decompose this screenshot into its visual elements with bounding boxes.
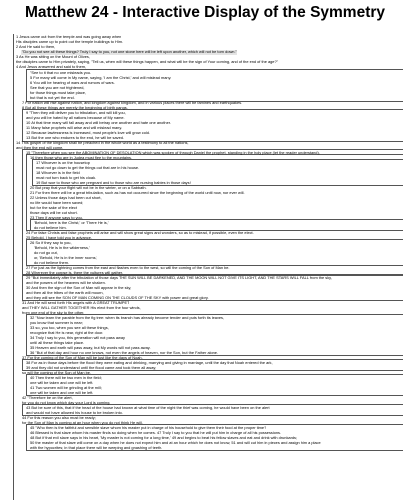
verse-line[interactable]: do not go out, <box>34 251 58 255</box>
verse-line[interactable]: 19 But woe to those who are pregnant and to those who are nursing babies in those days! <box>36 181 191 185</box>
verse-line[interactable]: 1 Jesus came out from the temple and was going away when <box>16 35 122 39</box>
verse-line[interactable]: 'Behold, He is in the wilderness,' <box>34 246 90 250</box>
verse-line[interactable]: 38 For as in those days before the flood they were eating and drinking, marrying and giving in marriage, until the day that Noah entered the ark, <box>26 361 273 365</box>
verse-line[interactable]: but for the sake of the elect <box>30 206 77 210</box>
verse-line[interactable]: 40 Then there will be two men in the field; <box>30 376 102 380</box>
verse-line[interactable]: one will be taken and one will be left. <box>30 381 94 385</box>
verse-line[interactable]: 33 so, you too, when you see all these things, <box>30 326 109 330</box>
verse-line[interactable]: 9 "Then they will deliver you to tribulation, and will kill you, <box>26 111 126 115</box>
verse-line[interactable]: 5 For many will come in My name, saying, 'I am the Christ,' and will mislead many. <box>30 76 172 80</box>
verse-line[interactable]: and the powers of the heavens will be shaken. <box>26 281 106 285</box>
verse-line[interactable]: or, 'Behold, He is in the inner rooms,' <box>34 256 98 260</box>
verse-line[interactable]: 'Behold, here is the Christ,' or 'There He is,' <box>34 221 109 225</box>
verse-line[interactable]: 11 Many false prophets will arise and will mislead many. <box>26 126 123 130</box>
verse-line[interactable]: 13 But the one who endures to the end, he will be saved. <box>26 136 124 140</box>
verse-line[interactable]: 21 For then there will be a great tribulation, such as has not occurred since the beginning of the world until now, nor ever will. <box>30 191 245 195</box>
page-title: Matthew 24 - Interactive Display of the Symmetry <box>24 4 386 21</box>
verse-line[interactable]: 22 Unless those days had been cut short, <box>30 196 102 200</box>
verse-line[interactable]: 12 Because lawlessness is increased, most people's love will grow cold. <box>26 131 151 135</box>
verse-line[interactable]: and then the end will come. <box>16 146 64 150</box>
verse-line[interactable]: 3 As He was sitting on the Mount of Olives, <box>16 55 90 59</box>
verse-line[interactable]: 41 Two women will be grinding at the mill; <box>30 386 102 390</box>
section-box[interactable] <box>26 239 403 266</box>
verse-line[interactable]: 36 "But of that day and hour no one knows, not even the angels of heaven, nor the Son, but the Father alone. <box>30 351 219 355</box>
verse-line[interactable]: the disciples came to Him privately, saying, "Tell us, when will these things happen, and what will be the sign of Your coming, and of the end of the age?" <box>16 60 278 64</box>
verse-line[interactable]: one will be taken and one will be left. <box>30 391 94 395</box>
verse-line[interactable]: 18 Whoever is in the field <box>36 171 80 175</box>
verse-line[interactable]: with the hypocrites; in that place there will be weeping and gnashing of teeth. <box>30 446 163 450</box>
verse-line[interactable]: 25 Behold, I have told you in advance. <box>26 236 92 240</box>
verse-line[interactable]: 16 then those who are in Judea must flee to the mountains. <box>30 156 133 160</box>
verse-line[interactable]: and they will see the SON OF MAN COMING ON THE CLOUDS OF THE SKY with power and great glory. <box>26 296 209 300</box>
verse-line[interactable]: "Do you not see all these things? Truly I say to you, not one stone here will be left upon another, which will not be torn down." <box>22 50 237 54</box>
verse-line[interactable]: until all these things take place. <box>30 341 85 345</box>
verse-line[interactable]: 32 "Now learn the parable from the fig tree: when its branch has already become tender and puts forth its leaves, <box>30 316 225 320</box>
verse-line[interactable]: 34 Truly I say to you, this generation will not pass away <box>30 336 125 340</box>
verse-line[interactable]: from one end of the sky to the other. <box>22 311 85 315</box>
verse-line[interactable]: 4 And Jesus answered and said to them, <box>16 65 87 69</box>
verse-line[interactable]: 43 But be sure of this, that if the head of the house had known at what time of the night the thief was coming, he would have been on the alert <box>26 406 270 410</box>
verse-line[interactable]: 7 For nation will rise against nation, and kingdom against kingdom, and in various places there will be famines and earthquakes. <box>22 101 243 105</box>
verse-line[interactable]: 24 For false Christs and false prophets will arise and will show great signs and wonders, so as to mislead, if possible, even the elect. <box>26 231 254 235</box>
verse-line[interactable]: and THEY WILL GATHER TOGETHER His elect from the four winds, <box>22 306 141 310</box>
verse-line[interactable]: 17 Whoever is on the housetop <box>36 161 90 165</box>
verse-line[interactable]: must not turn back to get his cloak. <box>36 176 97 180</box>
verse-line[interactable]: so will the coming of the Son of Man be. <box>22 371 91 375</box>
verse-line[interactable]: 45 "Who then is the faithful and sensible slave whom his master put in charge of his household to give them their food at the proper time? <box>30 426 267 430</box>
verse-line[interactable]: no life would have been saved; <box>30 201 84 205</box>
verse-line[interactable]: 50 the master of that slave will come on a day when he does not expect him and at an hour which he does not know, 51 and will cut him in pieces and assign him a place <box>30 441 321 445</box>
verse-line[interactable]: 27 For just as the lightning comes from the east and flashes even to the west, so will the coming of the Son of Man be. <box>26 266 230 270</box>
verse-line[interactable]: recognize that He is near, right at the door. <box>30 331 104 335</box>
verse-line[interactable]: you know that summer is near; <box>30 321 83 325</box>
verse-line[interactable]: 6 You will be hearing of wars and rumors of wars. <box>30 81 115 85</box>
verse-line[interactable]: for those things must take place, <box>30 91 87 95</box>
verse-line[interactable]: 31 And He will send forth His angels with A GREAT TRUMPET <box>22 301 130 305</box>
verse-line[interactable]: 15 "Therefore when you see the ABOMINATION OF DESOLATION which was spoken of through Daniel the prophet, standing in the holy place (let the reader understand), <box>26 151 320 155</box>
verse-line[interactable]: 28 Wherever the corpse is, there the vultures will gather. <box>26 271 124 275</box>
verse-line[interactable]: 42 "Therefore be on the alert, <box>22 396 73 400</box>
verse-line[interactable]: but that is not yet the end. <box>30 96 75 100</box>
verse-line[interactable]: "See to it that no one misleads you. <box>30 71 92 75</box>
verse-line[interactable]: 46 Blessed is that slave whom his master finds so doing when he comes. 47 Truly I say to you that he will put him in charge of all his possessions. <box>30 431 282 435</box>
document-body <box>13 34 404 500</box>
verse-line[interactable]: 39 and they did not understand until the flood came and took them all away; <box>26 366 157 370</box>
verse-line[interactable]: must not go down to get the things out that are in his house. <box>36 166 140 170</box>
verse-line[interactable]: 20 But pray that your flight will not be in the winter, or on a Sabbath. <box>30 186 147 190</box>
verse-line[interactable]: 2 And He said to them, <box>16 45 56 49</box>
verse-line[interactable]: 48 But if that evil slave says in his heart, 'My master is not coming for a long time,' 49 and begins to beat his fellow slaves and eat and drink with drunkards; <box>30 436 298 440</box>
verse-line[interactable]: 8 But all these things are merely the beginning of birth pangs. <box>22 106 128 110</box>
verse-line[interactable]: 44 For this reason you also must be ready; <box>22 416 96 420</box>
verse-line[interactable]: do not believe him. <box>34 226 67 230</box>
verse-line[interactable]: 37 For the coming of the Son of Man will be just like the days of Noah. <box>22 356 143 360</box>
verse-line[interactable]: 14 This gospel of the kingdom shall be preached in the whole world as a testimony to all the nations, <box>16 141 189 145</box>
verse-line[interactable]: those days will be cut short. <box>30 211 78 215</box>
verse-line[interactable]: His disciples came up to point out the temple buildings to Him. <box>16 40 124 44</box>
verse-line[interactable]: 29 "But immediately after the tribulation of those days THE SUN WILL BE DARKENED, AND THE MOON WILL NOT GIVE ITS LIGHT, AND THE STARS WILL FALL from the sky, <box>26 276 332 280</box>
verse-line[interactable]: 23 Then if anyone says to you, <box>30 216 83 220</box>
verse-line[interactable]: for the Son of Man is coming at an hour when you do not think He will. <box>22 421 143 425</box>
verse-line[interactable]: 10 At that time many will fall away and will betray one another and hate one another. <box>26 121 171 125</box>
verse-line[interactable]: and would not have allowed his house to be broken into. <box>26 411 123 415</box>
verse-line[interactable]: do not believe them. <box>34 261 70 265</box>
verse-line[interactable]: 30 And then the sign of the Son of Man will appear in the sky, <box>26 286 132 290</box>
verse-line[interactable]: and then all the tribes of the earth will mourn, <box>26 291 104 295</box>
verse-line[interactable]: for you do not know which day your Lord is coming. <box>22 401 111 405</box>
verse-line[interactable]: See that you are not frightened, <box>30 86 85 90</box>
verse-line[interactable]: 35 Heaven and earth will pass away, but My words will not pass away. <box>30 346 151 350</box>
verse-line[interactable]: 26 So if they say to you, <box>30 241 72 245</box>
verse-line[interactable]: and you will be hated by all nations because of My name. <box>26 116 125 120</box>
